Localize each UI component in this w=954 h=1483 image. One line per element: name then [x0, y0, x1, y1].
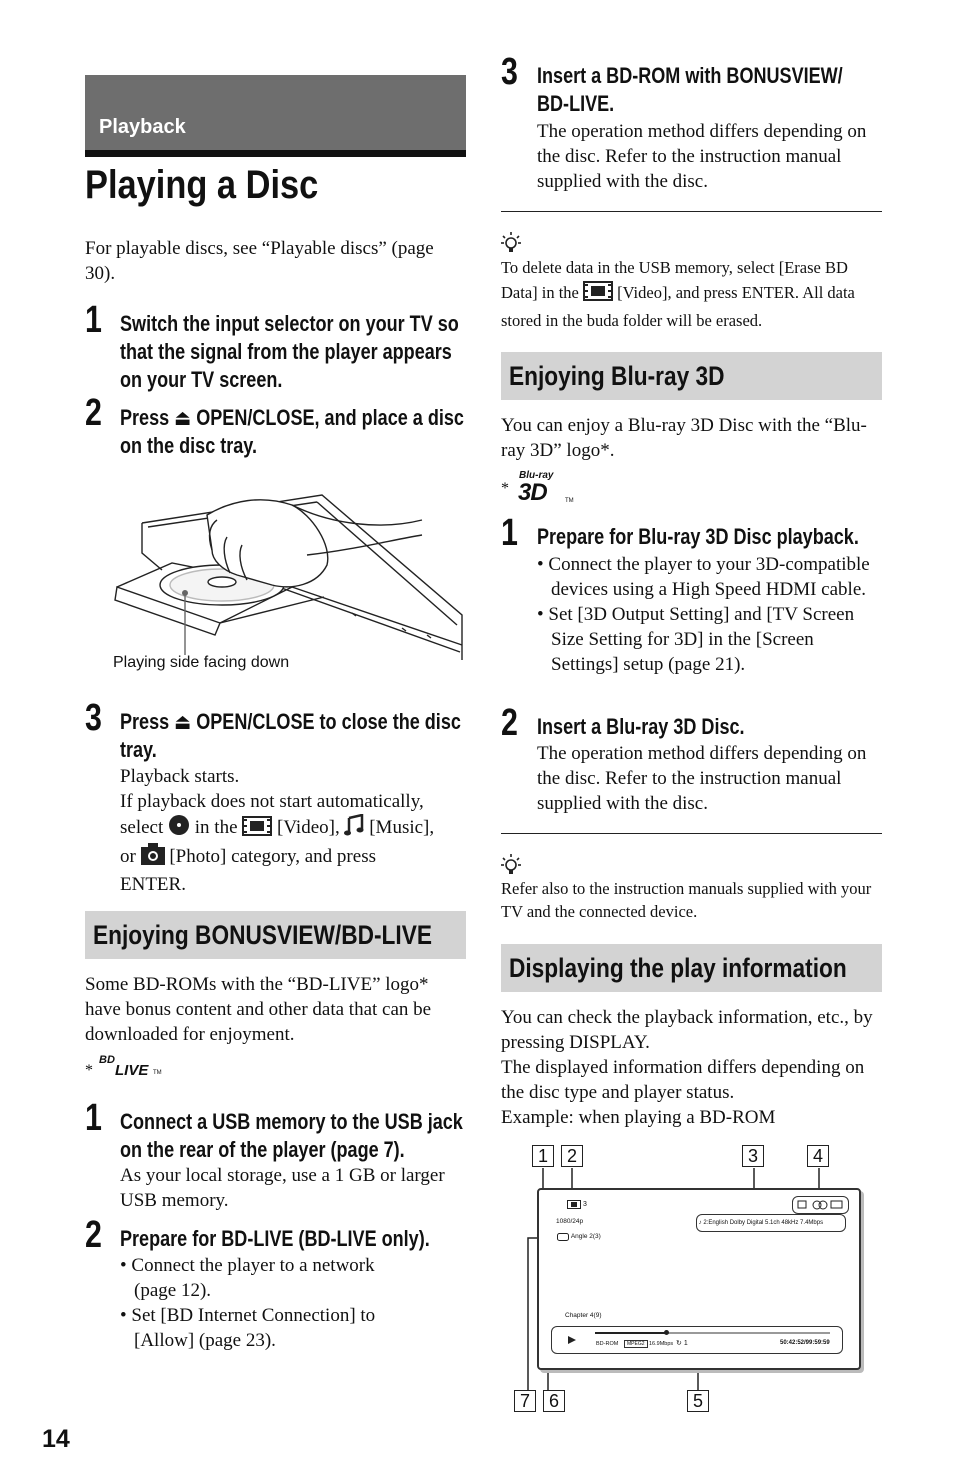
angle-info: Angle 2(3) [557, 1233, 601, 1243]
step-title: Insert a Blu-ray 3D Disc. [537, 714, 745, 739]
codec-badge: MPEG2 [624, 1340, 648, 1348]
bd-live-logo: * BD LIVE TM [85, 1054, 162, 1079]
list-item: • Set [3D Output Setting] and [TV Screen Size Setting for 3D] in the [Screen Settings] setup (page 21). [537, 604, 855, 675]
step-number: 3 [85, 697, 102, 739]
list-item: • Set [BD Internet Connection] to [Allow] (page 23). [120, 1305, 376, 1351]
callout-2: 2 [561, 1145, 583, 1167]
chapter-info: Chapter 4(9) [565, 1312, 602, 1319]
step-number: 1 [85, 299, 102, 341]
progress-fill [595, 1332, 666, 1334]
tip-text: Refer also to the instruction manuals supplied with your TV and the connected device. [501, 879, 872, 921]
callout-5: 5 [687, 1390, 709, 1412]
step-bullets [120, 1253, 420, 1353]
tip-text: To delete data in the USB memory, select [Erase BD Data] in the [Video], and press ENTER. All data stored in the buda folder will be erased. [501, 258, 855, 330]
intro-text: For playable discs, see “Playable discs” (page 30). [85, 238, 434, 284]
section-banner [85, 75, 466, 150]
section-heading-display-info: Displaying the play information [501, 944, 882, 992]
step-title: Press ⏏ OPEN/CLOSE, and place a disc on the disc tray. [120, 405, 464, 458]
callout-7: 7 [514, 1390, 536, 1412]
music-icon [344, 814, 364, 843]
divider [501, 833, 882, 834]
bitrate: 16.9Mbps [649, 1341, 674, 1347]
eject-icon: ⏏ [174, 709, 192, 734]
page-number: 14 [42, 1425, 70, 1453]
list-item: • Connect the player to your 3D-compatible devices using a High Speed HDMI cable. [537, 554, 870, 600]
disc-type: BD-ROM [596, 1341, 619, 1347]
step-number: 1 [85, 1097, 102, 1139]
step-title: Connect a USB memory to the USB jack on the rear of the player (page 7). [120, 1109, 463, 1162]
section-heading-bonusview: Enjoying BONUSVIEW/BD-LIVE [85, 911, 466, 959]
progress-knob [664, 1330, 669, 1335]
step-number: 2 [85, 392, 102, 434]
disc-icon [168, 814, 190, 843]
section-heading-bluray3d: Enjoying Blu-ray 3D [501, 352, 882, 400]
tip-icon [501, 231, 521, 253]
step-title: Press ⏏ OPEN/CLOSE to close the disc tray. [120, 709, 461, 762]
resolution: 1080/24p [556, 1218, 584, 1225]
step-number: 3 [501, 51, 518, 93]
status-icons [792, 1196, 849, 1214]
time-display: 50:42:52/99:59:59 [780, 1340, 830, 1346]
title-icon [567, 1200, 581, 1211]
angle-icon [557, 1233, 569, 1243]
step-body: As your local storage, use a 1 GB or larger USB memory. [120, 1165, 445, 1211]
step-bullets [537, 552, 882, 677]
bluray-3d-logo: * Blu-ray 3D TM [501, 470, 574, 506]
audio-info: ♪ 2:English Dolby Digital 5.1ch 48kHz 7.4Mbps [696, 1214, 846, 1232]
info-screen [537, 1188, 861, 1370]
title-number: 3 [567, 1200, 587, 1211]
bluray3d-intro: You can enjoy a Blu-ray 3D Disc with the “Blu-ray 3D” logo*. [501, 415, 867, 461]
step-title: Switch the input selector on your TV so that the signal from the player appears on your TV screen. [120, 311, 459, 392]
step-body: Playback starts. If playback does not start automatically, select in the [Video], [Music], or [Photo] category, and press ENTER. [120, 766, 435, 895]
step-title: Insert a BD-ROM with BONUSVIEW/ BD-LIVE. [537, 63, 843, 116]
display-info-text: You can check the playback information, etc., by pressing DISPLAY. The displayed information differs depending on the disc type and player status. Example: when playing a BD-ROM [501, 1007, 873, 1128]
step-body: The operation method differs depending on the disc. Refer to the instruction manual supplied with the disc. [537, 743, 867, 814]
progress-track [595, 1332, 830, 1334]
video-icon [583, 281, 613, 308]
step-number: 1 [501, 512, 518, 554]
step-number: 2 [85, 1214, 102, 1256]
banner-underline [85, 150, 466, 157]
callout-1: 1 [532, 1145, 554, 1167]
section-label: Playback [99, 116, 186, 138]
photo-icon [141, 843, 165, 872]
illustration-caption: Playing side facing down [113, 654, 290, 671]
callout-3: 3 [742, 1145, 764, 1167]
divider [501, 211, 882, 212]
playback-bar [551, 1326, 843, 1354]
play-icon [568, 1336, 576, 1344]
disc-tray-illustration [112, 475, 464, 660]
repeat-indicator: ↻ 1 [676, 1340, 688, 1347]
bonusview-intro: Some BD-ROMs with the “BD-LIVE” logo* have bonus content and other data that can be downloaded for enjoyment. [85, 974, 432, 1045]
step-title: Prepare for Blu-ray 3D Disc playback. [537, 524, 859, 549]
callout-4: 4 [807, 1145, 829, 1167]
step-number: 2 [501, 702, 518, 744]
list-item: • Connect the player to a network (page 12). [120, 1255, 375, 1301]
eject-icon: ⏏ [174, 405, 192, 430]
step-body: The operation method differs depending on the disc. Refer to the instruction manual supplied with the disc. [537, 121, 867, 192]
callout-6: 6 [543, 1390, 565, 1412]
step-title: Prepare for BD-LIVE (BD-LIVE only). [120, 1226, 430, 1251]
page-title: Playing a Disc [85, 163, 319, 207]
tip-icon [501, 853, 521, 875]
video-icon [242, 816, 272, 843]
